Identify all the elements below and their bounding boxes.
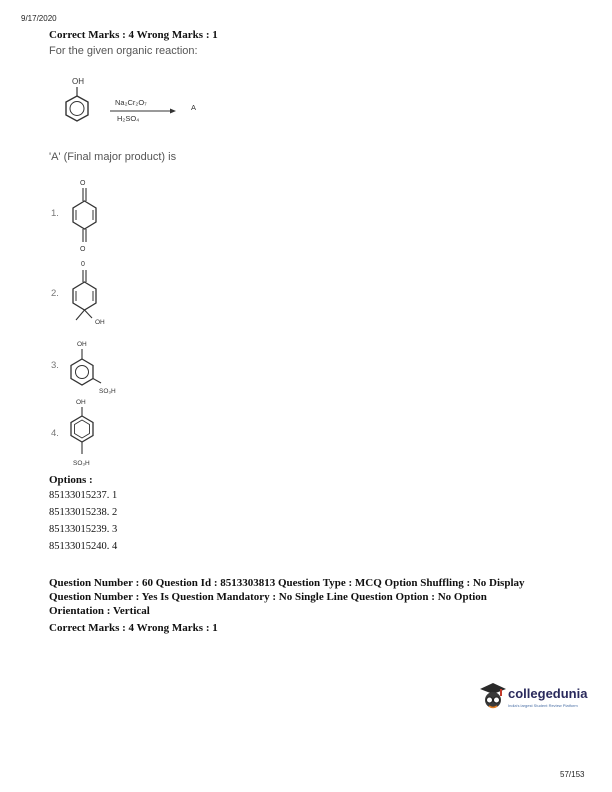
reactant-benzene-ring	[66, 96, 88, 121]
options-label: Options :	[49, 474, 93, 486]
option-3: 85133015239. 3	[49, 524, 118, 535]
reactant-ring-circle	[70, 102, 84, 116]
choice-3-structure	[64, 337, 134, 397]
reagent-bottom: H₂SO₄	[117, 114, 140, 123]
choice-2-number: 2.	[51, 288, 59, 299]
svg-text:SO₃H: SO₃H	[73, 460, 90, 467]
q1-question: 'A' (Final major product) is	[49, 151, 177, 163]
choice-4-number: 4.	[51, 428, 59, 439]
choice-2-structure	[64, 256, 126, 334]
svg-text:O: O	[80, 246, 86, 253]
option-4: 85133015240. 4	[49, 541, 118, 552]
choice-4-structure	[64, 394, 114, 472]
logo-wordmark: collegedunia	[508, 686, 588, 701]
svg-text:SO₃H: SO₃H	[99, 388, 116, 395]
reaction-arrowhead	[170, 109, 176, 114]
choice-1-structure	[66, 176, 106, 254]
option-2: 85133015238. 2	[49, 507, 118, 518]
option-1: 85133015237. 1	[49, 490, 118, 501]
svg-text:OH: OH	[77, 341, 87, 348]
q2-meta-line-3: Orientation : Vertical	[49, 605, 150, 617]
svg-text:OH: OH	[76, 399, 86, 406]
reagent-top: Na₂Cr₂O₇	[115, 98, 147, 107]
choice-3-number: 3.	[51, 360, 59, 371]
page-number: 57/153	[560, 770, 585, 779]
q1-marks: Correct Marks : 4 Wrong Marks : 1	[49, 29, 218, 41]
svg-text:0: 0	[81, 261, 85, 268]
choice-1-number: 1.	[51, 208, 59, 219]
logo-tagline: India's largest Student Review Platform	[508, 703, 578, 708]
svg-text:O: O	[80, 180, 86, 187]
q2-marks: Correct Marks : 4 Wrong Marks : 1	[49, 622, 218, 634]
q1-prompt: For the given organic reaction:	[49, 45, 198, 57]
print-date: 9/17/2020	[21, 14, 57, 23]
svg-text:OH: OH	[95, 319, 105, 326]
q2-meta-line-2: Question Number : Yes Is Question Mandatory : No Single Line Question Option : No Option	[49, 591, 487, 603]
reaction-diagram	[40, 70, 220, 140]
collegedunia-mascot-logo	[479, 681, 507, 713]
q2-meta-line-1: Question Number : 60 Question Id : 8513303813 Question Type : MCQ Option Shuffling : No Display	[49, 577, 525, 589]
reactant-oh-label: OH	[72, 77, 84, 86]
product-a: A	[191, 103, 197, 112]
